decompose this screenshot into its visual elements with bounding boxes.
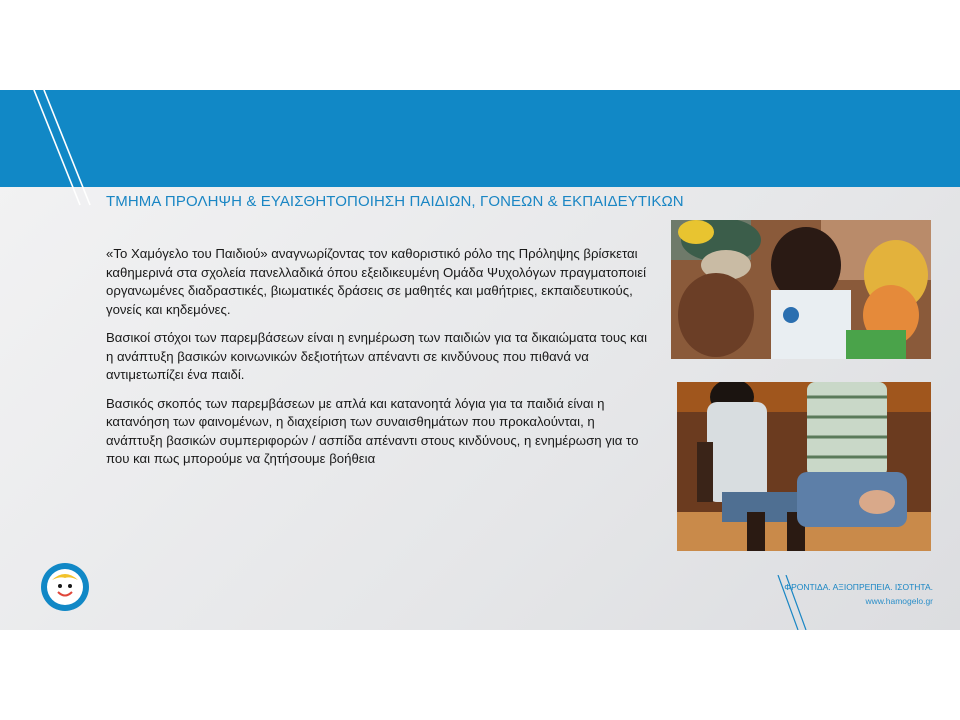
decorative-lines: [0, 90, 120, 220]
paragraph-3: Βασικός σκοπός των παρεμβάσεων με απλά και κατανοητά λόγια για τα παιδιά είναι η κατανόηση των φαινομένων, η διαχείριση των συναισθημάτων που προκαλούνται, η ανάπτυξη βασικών συμπεριφορών / ασπίδα απέναντι στους κινδύνους, η ενημέρωση για το που και πως μπορούμε να ζητήσουμε βοήθεια: [106, 395, 639, 466]
smile-of-the-child-logo-icon: [40, 562, 90, 612]
paragraph-2: Βασικοί στόχοι των παρεμβάσεων είναι η ενημέρωση των παιδιών για τα δικαιώματα τους και η ανάπτυξη βασικών κοινωνικών δεξιοτήτων απέναντι σε κινδύνους που πιθανά να αντιμετωπίζει ένα παιδί.: [106, 330, 648, 382]
slogan-text: ΦΡΟΝΤΙΔΑ. ΑΞΙΟΠΡΕΠΕΙΑ. ΙΣΟΤΗΤΑ.: [784, 582, 933, 592]
paragraph-1: «Το Χαμόγελο του Παιδιού» αναγνωρίζοντας τον καθοριστικό ρόλο της Πρόληψης βρίσκεται καθημερινά στα σχολεία πανελλαδικά όπου εξειδικευμένη Ομάδα Ψυχολόγων πραγματοποιεί οργανωμένες διαδραστικές, βιωματικές δράσεις σε μαθητές και μαθήτριες, εκπαιδευτικούς, γονείς και κηδεμόνες.: [106, 246, 647, 317]
footer-slogan: [784, 580, 933, 608]
children-sitting-photo: [677, 382, 931, 551]
slide: [0, 90, 960, 630]
header-band: [0, 90, 960, 187]
website-url[interactable]: www.hamogelo.gr: [865, 596, 933, 606]
body-text: [106, 245, 651, 479]
slide-title: ΤΜΗΜΑ ΠΡΟΛΗΨΗ & ΕΥΑΙΣΘΗΤΟΠΟΙΗΣΗ ΠΑΙΔΙΩΝ, ΓΟΝΕΩΝ & ΕΚΠΑΙΔΕΥΤΙΚΩΝ: [106, 193, 684, 210]
puppet-show-photo: [671, 220, 931, 359]
